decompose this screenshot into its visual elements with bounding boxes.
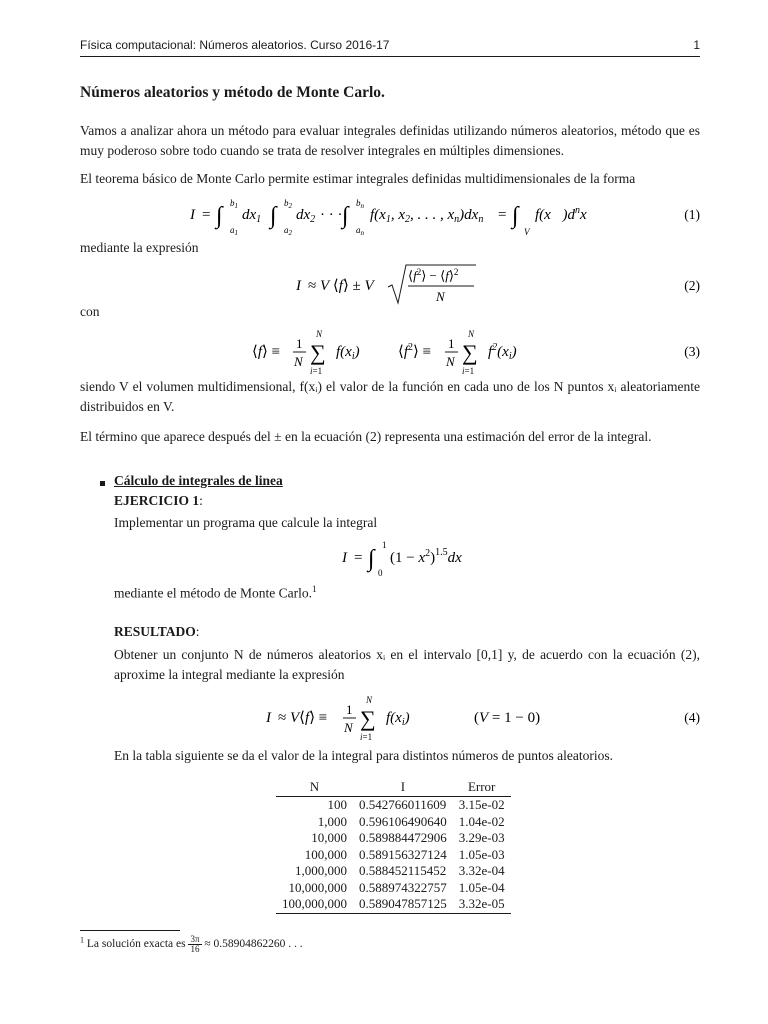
svg-text:≈ V ⟨f⟩ ± V: ≈ V ⟨f⟩ ± V [308, 278, 374, 294]
cell-i: 0.588974322757 [359, 879, 447, 895]
cell-n: 10,000,000 [288, 879, 347, 895]
equation-4 [266, 692, 700, 742]
cell-error: 1.04e-02 [458, 813, 505, 829]
cell-n: 1,000,000 [295, 863, 347, 878]
svg-text:N: N [294, 354, 303, 369]
implement-text: Implementar un programa que calcule la integral [114, 515, 378, 530]
svg-text:(V = 1 − 0): (V = 1 − 0) [474, 710, 541, 726]
equation-3 [252, 326, 700, 376]
cell-error: 1.05e-03 [458, 846, 505, 862]
svg-text:dx1: $dx_1$ [242, 207, 262, 225]
footnote-text: La solución exacta es [86, 938, 186, 951]
svg-text:1: 1 [296, 336, 303, 351]
svg-text:∫: ∫ [368, 546, 375, 572]
svg-text:V: V [524, 227, 530, 237]
table-row [276, 830, 511, 847]
svg-text:⟨f2⟩ ≡: $⟨f^2⟩$ ≡ [398, 342, 432, 360]
svg-text:⟨f2⟩ − ⟨f⟩2: $⟨f^2⟩$ − ⟨f⟩$^2$ [408, 267, 459, 283]
cell-i: 0.589047857125 [353, 896, 453, 913]
table-row [276, 797, 511, 814]
col-header-i: I [353, 778, 453, 797]
equation-1 [190, 195, 700, 241]
svg-text:dx2: $dx_2$ [296, 207, 316, 225]
cell-error: 3.29e-03 [458, 830, 505, 845]
cell-n: 1,000 [317, 813, 347, 829]
svg-text:f(xi): $f(x_i)$ [386, 710, 410, 728]
svg-text:⟨f⟩ ≡: ⟨f⟩ ≡ [252, 344, 281, 360]
svg-text:an: $a_n$ [356, 225, 364, 237]
method-text: mediante el método de Monte Carlo.$^1$ [114, 585, 317, 601]
table-row [276, 814, 511, 831]
svg-text:∫: ∫ [270, 203, 277, 229]
cell-n: 100,000,000 [276, 896, 353, 913]
cell-error: 1.05e-04 [458, 879, 505, 895]
cell-i: 0.588452115452 [359, 863, 447, 878]
intro-paragraph: Vamos a analizar ahora un método para evaluar integrales definidas utilizando números aleatorios, método que es muy poderoso sobre todo cuando se trata de resolver integrales en múltiples dimensiones. [80, 123, 700, 158]
svg-text:I: I [296, 278, 301, 294]
svg-text:i=1: i=1 [310, 366, 323, 376]
equation-3-number: (3) [684, 344, 700, 359]
svg-text:0: 0 [378, 568, 383, 578]
svg-text:N: N [468, 329, 475, 339]
svg-text:· · ·: · · · [320, 207, 343, 223]
con-text: con [80, 304, 100, 319]
table-row [276, 863, 511, 880]
bullet-marker [100, 481, 105, 486]
footnote-ref: 1 [311, 585, 317, 595]
exercise-integral [342, 538, 482, 580]
svg-text:1: 1 [382, 540, 387, 550]
theorem-paragraph: El teorema básico de Monte Carlo permite estimar integrales definidas multidimensionales de la forma [80, 171, 636, 186]
siendo-paragraph: siendo V el volumen multidimensional, f(xᵢ) el valor de la función en cada uno de los N puntos xᵢ aleatoriamente distribuidos en V. [80, 379, 700, 414]
obtain-paragraph: Obtener un conjunto N de números aleatorios xᵢ en el intervalo [0,1] y, de acuerdo con la ecuación (2), aproxime la integral mediante la expresión [114, 647, 700, 682]
cell-error: 3.32e-04 [458, 863, 505, 878]
equation-2-number: (2) [684, 278, 700, 293]
table-row [276, 896, 511, 913]
header-rule [80, 56, 700, 57]
running-header [80, 38, 700, 52]
svg-text:∑: ∑ [310, 340, 326, 365]
svg-text:bn: $b_n$ [356, 198, 364, 210]
svg-text:=: = [202, 207, 211, 223]
svg-text:I: I [266, 710, 271, 726]
cell-i: 0.589884472906 [359, 830, 447, 845]
svg-text:N: N [344, 720, 353, 735]
cell-i: 0.542766011609 [359, 797, 447, 812]
col-header-n: N [276, 778, 353, 797]
svg-text:=: = [354, 550, 363, 566]
svg-text:=: = [498, 207, 507, 223]
svg-text:i=1: i=1 [360, 732, 373, 742]
equation-1-number: (1) [684, 207, 700, 222]
svg-text:b2: $b_2$ [284, 198, 292, 210]
equation-4-number: (4) [684, 710, 700, 725]
footnote-fraction: $\frac{3\pi}{16}$ [190, 934, 200, 954]
cell-i: 0.589156327124 [359, 846, 447, 862]
svg-text:∫: ∫ [342, 203, 349, 229]
equation-2 [296, 263, 700, 307]
document-title: Números aleatorios y método de Monte Carlo. [80, 84, 385, 101]
col-header-error: Error [453, 778, 511, 797]
svg-text:I: I [190, 207, 195, 223]
svg-text:a1: $a_1$ [230, 225, 238, 237]
svg-text:I: I [342, 550, 347, 566]
footnote [80, 935, 303, 954]
cell-i: 0.596106490640 [359, 813, 447, 829]
expression-text: mediante la expresión [80, 240, 199, 255]
cell-n: 10,000 [311, 830, 347, 845]
svg-text:(1 − x2)1.5dx: $(1 - x^2)^{1.5}dx$ [390, 547, 462, 566]
svg-text:≈ V⟨f⟩ ≡: ≈ V⟨f⟩ ≡ [278, 710, 328, 726]
cell-n: 100 [327, 797, 347, 812]
svg-text:∫: ∫ [512, 203, 519, 229]
svg-text:∫: ∫ [216, 203, 223, 229]
footnote-mark: 1 [80, 935, 85, 945]
cell-error: 3.15e-02 [458, 797, 505, 812]
svg-text:i=1: i=1 [462, 366, 475, 376]
svg-text:f2(xi): $f^2(x_i)$ [488, 342, 517, 362]
footnote-rule [80, 930, 180, 931]
svg-text:N: N [316, 329, 323, 339]
table-header-row [276, 778, 511, 797]
svg-text:a2: $a_2$ [284, 225, 292, 237]
svg-text:N: N [366, 695, 373, 705]
svg-text:f(x⃗)dnx: $f(x⃗)d^nx$ [535, 205, 587, 223]
svg-text:f(x1, x2, . . . , xn)dxn: $f(x_1$, $x_2$, . . . , $x_n)dx_n$ [370, 207, 484, 225]
svg-text:1: 1 [448, 336, 455, 351]
exercise-label: EJERCICIO 1: [114, 493, 203, 508]
section-heading: Cálculo de integrales de linea [114, 473, 283, 488]
footnote-value: ≈ 0.58904862260 . . . [204, 938, 303, 951]
cell-n: 100,000 [304, 846, 347, 862]
table-intro: En la tabla siguiente se da el valor de la integral para distintos números de puntos aleatorios. [114, 748, 613, 763]
svg-text:b1: $b_1$ [230, 198, 238, 210]
svg-text:∑: ∑ [360, 706, 376, 731]
svg-text:N: N [446, 354, 455, 369]
table-row [276, 880, 511, 897]
svg-text:f(xi): $f(x_i)$ [336, 344, 360, 362]
svg-text:N: N [436, 289, 445, 304]
svg-text:∑: ∑ [462, 340, 478, 365]
table-row [276, 847, 511, 864]
svg-text:1: 1 [346, 702, 353, 717]
cell-error: 3.32e-05 [453, 896, 511, 913]
results-table [276, 778, 511, 914]
error-term-paragraph: El término que aparece después del ± en la ecuación (2) representa una estimación del error de la integral. [80, 429, 652, 444]
running-title: Física computacional: Números aleatorios. Curso 2016-17 [80, 38, 390, 52]
result-label: RESULTADO: [114, 624, 200, 639]
page-number: 1 [693, 38, 700, 52]
